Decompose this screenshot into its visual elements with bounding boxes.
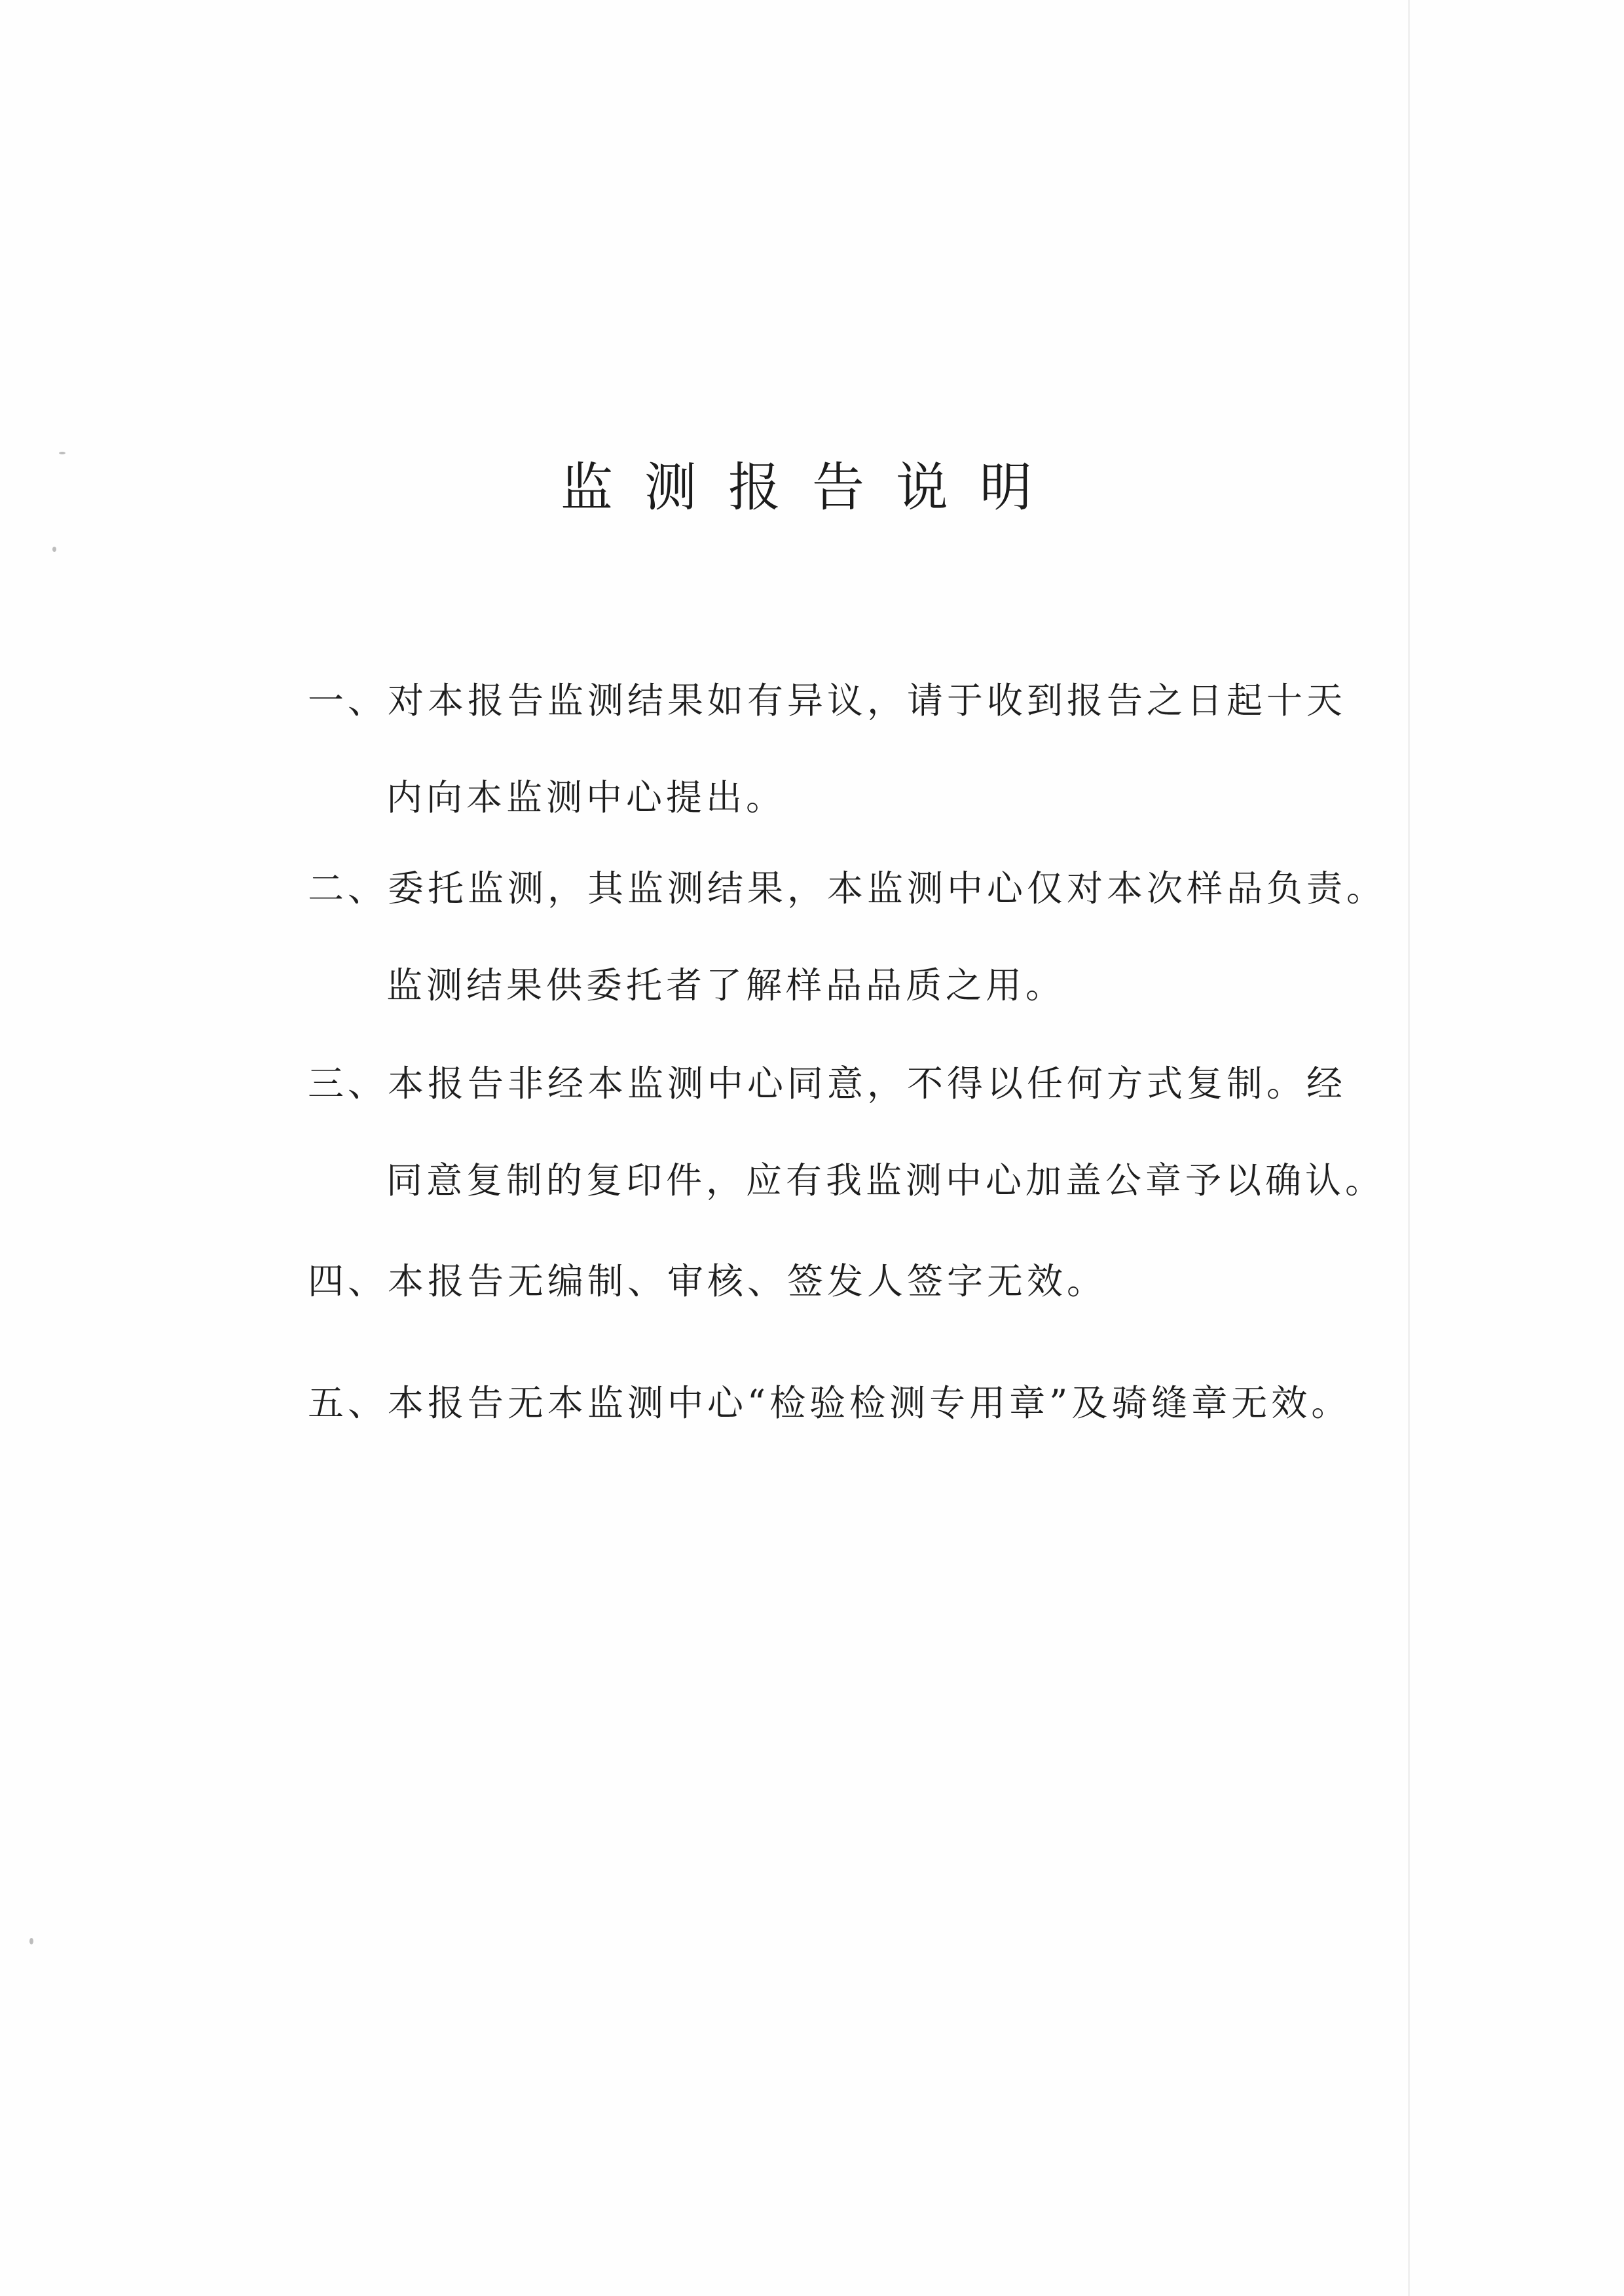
page-title: 监测报告说明 bbox=[561, 457, 1063, 518]
notice-item-1 bbox=[308, 678, 1346, 820]
notice-item-5-line-1: 五、本报告无本监测中心“检验检测专用章”及骑缝章无效。 bbox=[308, 1382, 1352, 1424]
notice-item-4-line-1: 四、本报告无编制、审核、签发人签字无效。 bbox=[308, 1260, 1107, 1302]
notice-item-1-line-1: 一、对本报告监测结果如有异议，请于收到报告之日起十天 bbox=[308, 680, 1347, 721]
notice-item-3-line-2: 同意复制的复印件，应有我监测中心加盖公章予以确认。 bbox=[386, 1159, 1386, 1201]
scan-speck bbox=[52, 547, 56, 552]
notice-item-4 bbox=[308, 1258, 1107, 1304]
notice-item-3 bbox=[308, 1061, 1385, 1203]
notice-item-1-line-2: 内向本监测中心提出。 bbox=[386, 776, 786, 818]
notice-item-2-line-1: 二、委托监测，其监测结果，本监测中心仅对本次样品负责。 bbox=[308, 867, 1387, 909]
scan-edge-right bbox=[1408, 0, 1410, 2296]
scan-speck bbox=[29, 1938, 33, 1944]
notice-item-5 bbox=[308, 1380, 1351, 1426]
notice-item-3-line-1: 三、本报告非经本监测中心同意，不得以任何方式复制。经 bbox=[308, 1063, 1347, 1104]
notice-item-2 bbox=[308, 866, 1386, 1008]
notice-item-2-line-2: 监测结果供委托者了解样品品质之用。 bbox=[386, 964, 1066, 1006]
